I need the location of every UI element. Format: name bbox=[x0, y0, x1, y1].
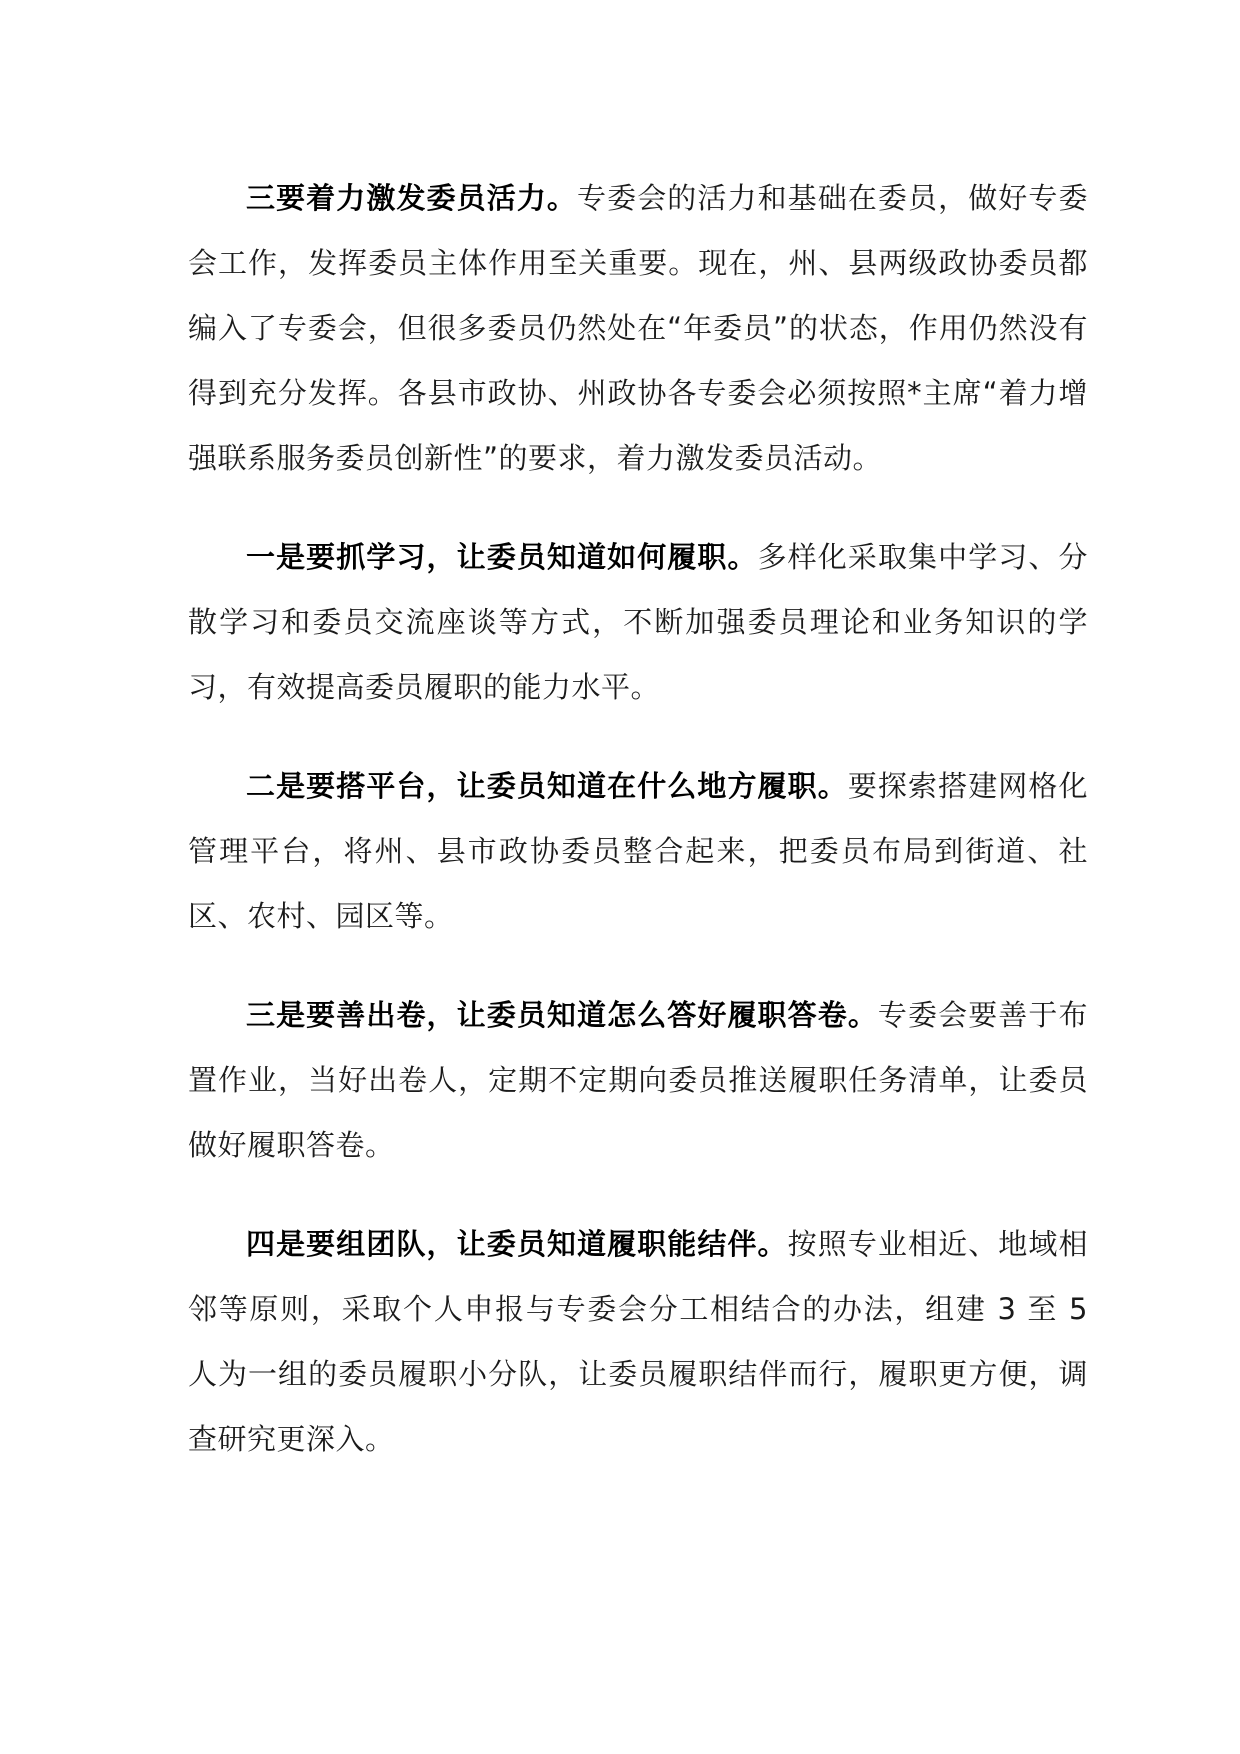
paragraph-activate-members bbox=[188, 166, 1088, 491]
paragraph-heading: 三是要善出卷，让委员知道怎么答好履职答卷。 bbox=[246, 998, 878, 1032]
paragraph-study bbox=[188, 525, 1088, 720]
paragraph-platform bbox=[188, 754, 1088, 949]
paragraph-text: 专委会的活力和基础在委员，做好专委会工作，发挥委员主体作用至关重要。现在，州、县两级政协委员都编入了专委会，但很多委员仍然处在“年委员”的状态，作用仍然没有得到充分发挥。各县市政协、州政协各专委会必须按照*主席“着力增强联系服务委员创新性”的要求，着力激发委员活动。 bbox=[188, 181, 1088, 475]
paragraph-text: 要探索搭建网格化管理平台，将州、县市政协委员整合起来，把委员布局到街道、社区、农村、园区等。 bbox=[188, 769, 1088, 933]
paragraph-text: 按照专业相近、地域相邻等原则，采取个人申报与专委会分工相结合的办法，组建 3 至 5 人为一组的委员履职小分队，让委员履职结伴而行，履职更方便，调查研究更深入。 bbox=[188, 1227, 1088, 1456]
document-body bbox=[188, 166, 1088, 1506]
paragraph-heading: 三要着力激发委员活力。 bbox=[246, 181, 578, 215]
paragraph-heading: 一是要抓学习，让委员知道如何履职。 bbox=[246, 540, 758, 574]
paragraph-teams bbox=[188, 1212, 1088, 1472]
paragraph-assignments bbox=[188, 983, 1088, 1178]
paragraph-heading: 二是要搭平台，让委员知道在什么地方履职。 bbox=[246, 769, 848, 803]
paragraph-heading: 四是要组团队，让委员知道履职能结伴。 bbox=[246, 1227, 788, 1261]
paragraph-text: 专委会要善于布置作业，当好出卷人，定期不定期向委员推送履职任务清单，让委员做好履职答卷。 bbox=[188, 998, 1088, 1162]
paragraph-text: 多样化采取集中学习、分散学习和委员交流座谈等方式，不断加强委员理论和业务知识的学习，有效提高委员履职的能力水平。 bbox=[188, 540, 1088, 704]
